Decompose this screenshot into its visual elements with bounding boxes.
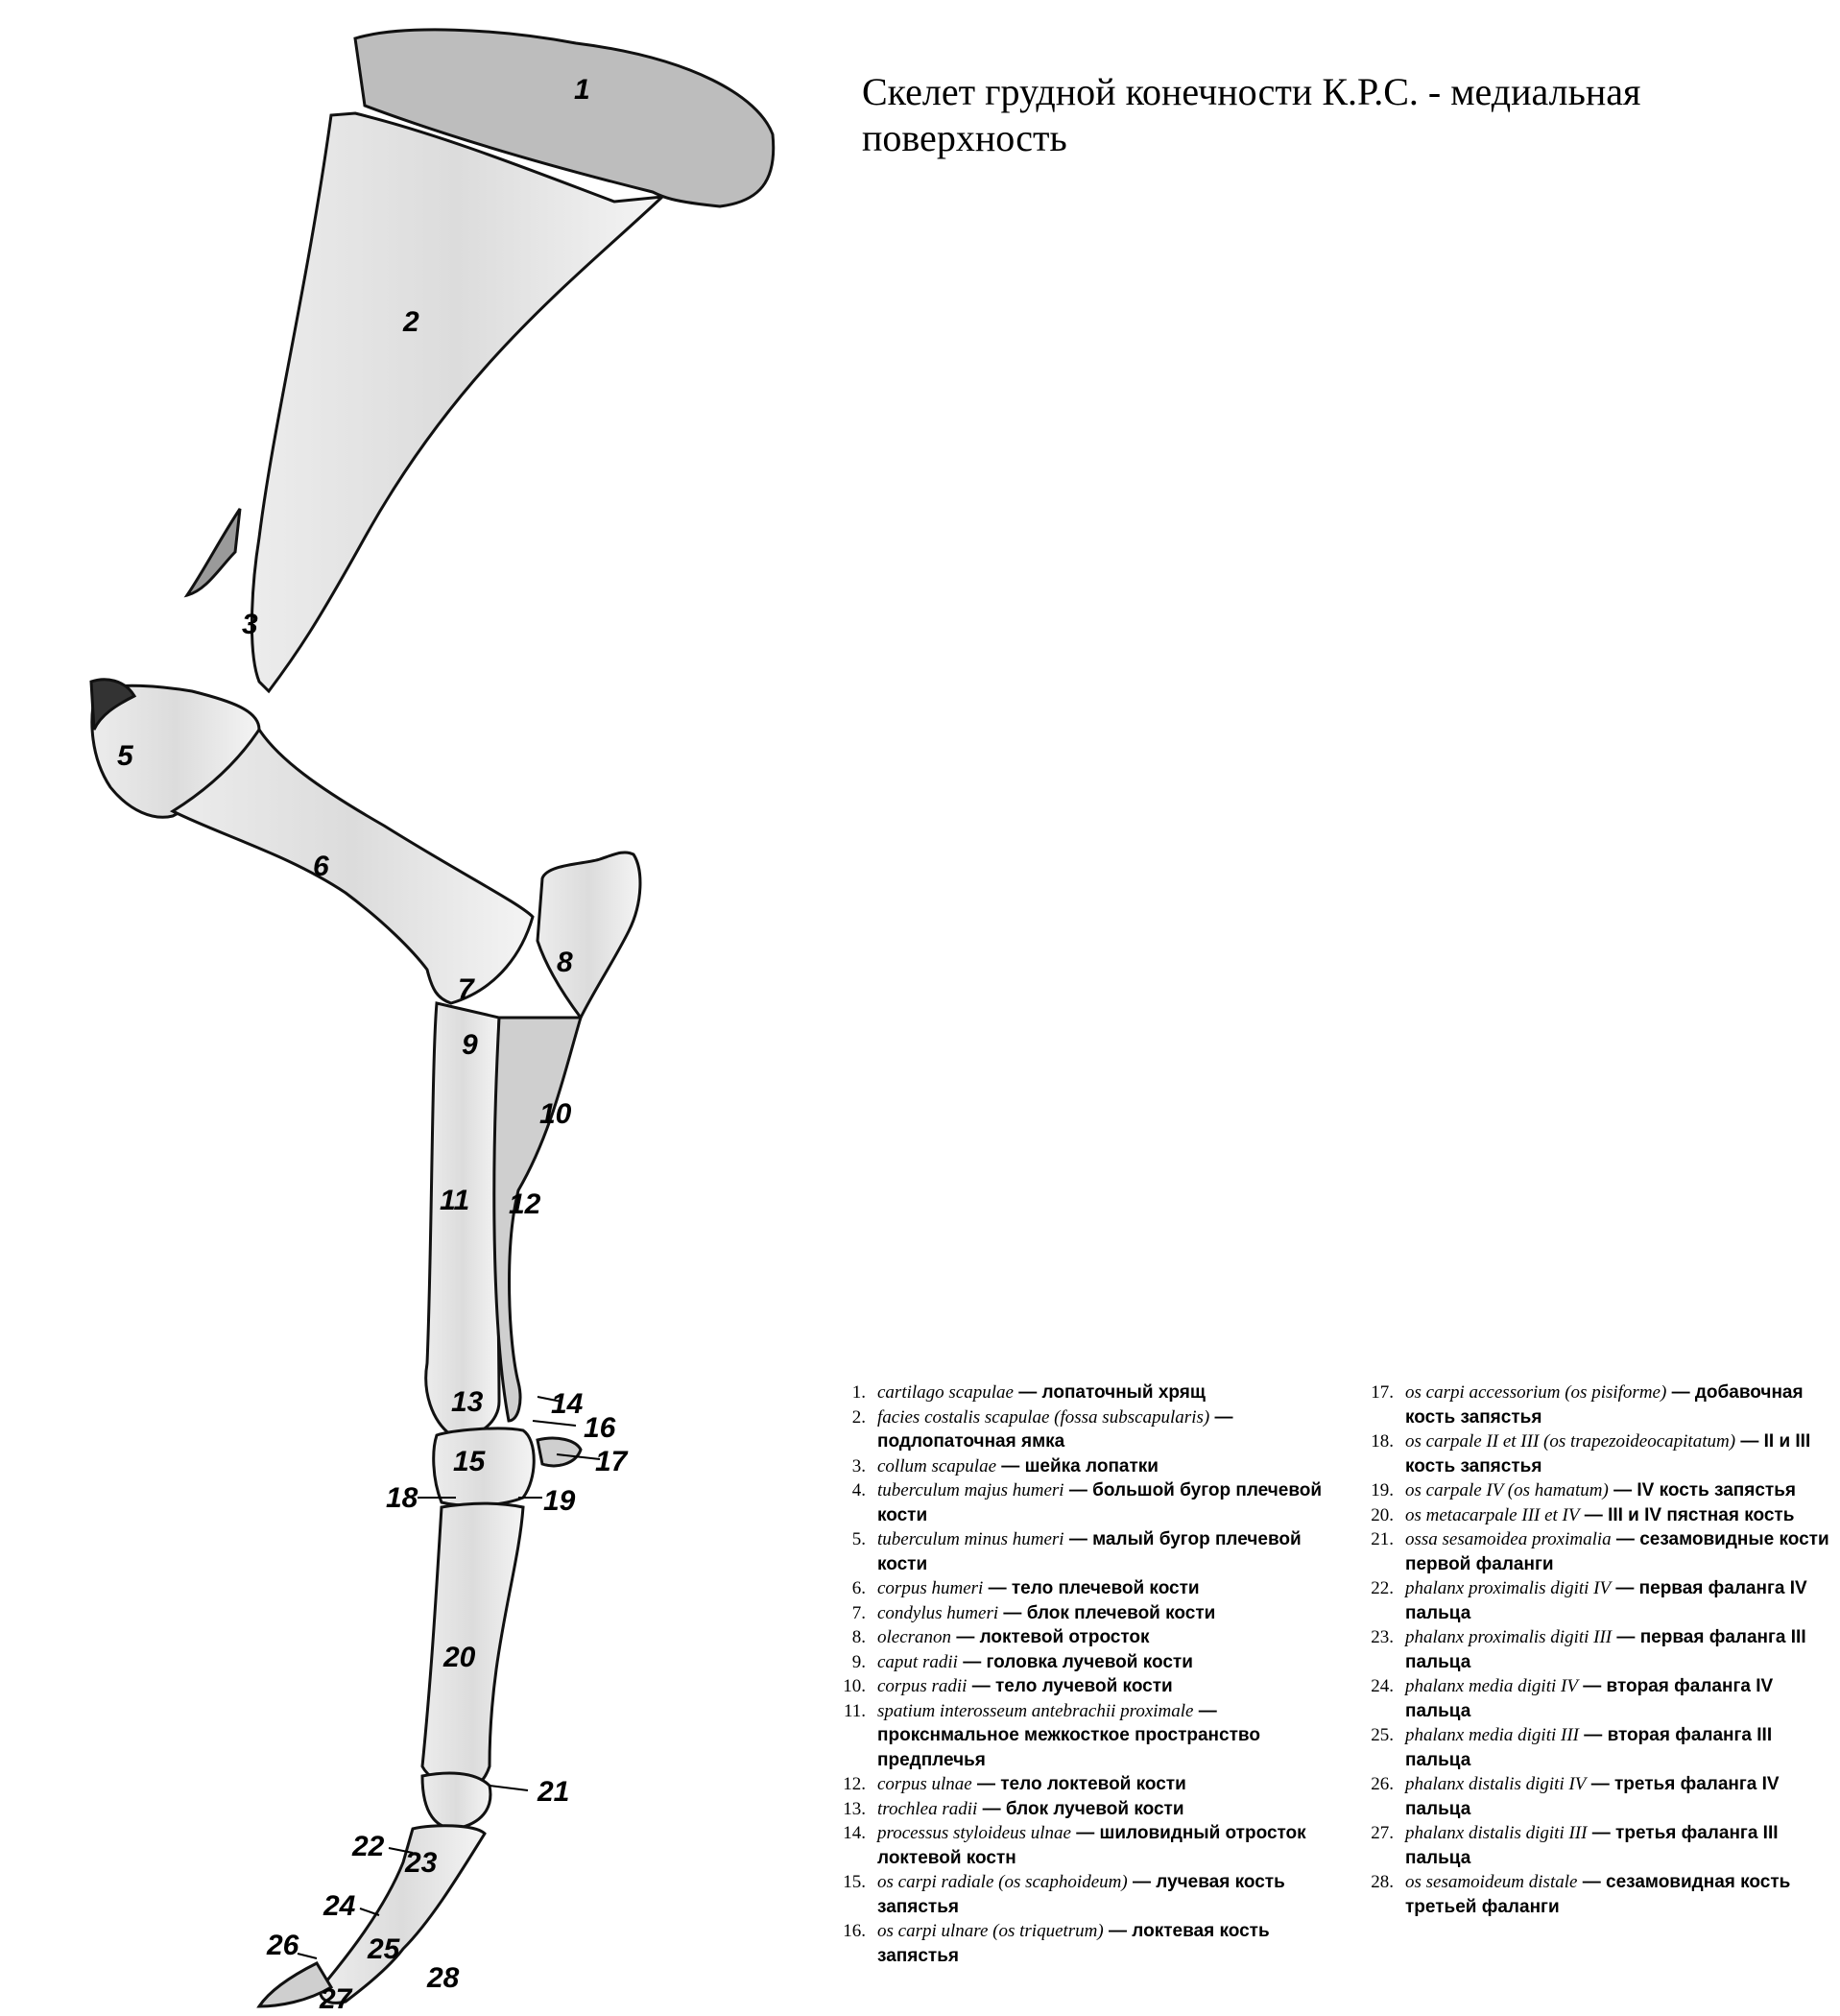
legend-russian-term: третья фаланга IV пальца [1405,1774,1780,1819]
legend-latin-term: condylus humeri [877,1602,999,1623]
legend-entry: 16. os carpi ulnare (os triquetrum) — локтевая кость запястья [827,1919,1326,1968]
legend-number: 8. [851,1627,866,1647]
callout-18: 18 [386,1482,418,1514]
legend-entry: 26. phalanx distalis digiti IV — третья фаланга IV пальца [1355,1772,1835,1821]
legend-latin-term: os sesamoideum distale [1405,1872,1578,1892]
legend-russian-term: малый бугор плечевой кости [877,1529,1302,1574]
callout-6: 6 [313,851,329,882]
legend-number: 17. [1371,1382,1394,1403]
legend-number: 7. [851,1602,866,1623]
legend-number: 28. [1371,1872,1394,1892]
legend-latin-term: olecranon [877,1627,952,1647]
legend-latin-term: corpus ulnae [877,1774,972,1794]
humerus [173,730,533,1003]
legend-latin-term: os carpi radiale (os scaphoideum) [877,1872,1128,1892]
legend-entry: 25. phalanx media digiti III — вторая фаланга III пальца [1355,1723,1835,1772]
legend-number: 21. [1371,1529,1394,1549]
fetlock [422,1773,490,1829]
legend-number: 15. [843,1872,866,1892]
callout-24: 24 [323,1890,356,1922]
legend-number: 18. [1371,1431,1394,1452]
callout-28: 28 [427,1962,460,1994]
legend-number: 12. [843,1774,866,1794]
legend-column-right [1355,1380,1835,1919]
legend-entry: 10. corpus radii — тело лучевой кости [827,1674,1326,1699]
legend-russian-term: II и III кость запястья [1405,1431,1811,1476]
callout-14: 14 [551,1388,584,1420]
legend-entry: 15. os carpi radiale (os scaphoideum) — лучевая кость запястья [827,1870,1326,1919]
legend-russian-term: блок лучевой кости [1005,1798,1184,1819]
accessory-carpal [538,1438,581,1466]
legend-entry: 2. facies costalis scapulae (fossa subscapularis) — подлопаточная ямка [827,1405,1326,1454]
legend-latin-term: phalanx media digiti IV [1405,1676,1578,1696]
scapular-spine [187,509,240,595]
legend-entry: 3. collum scapulae — шейка лопатки [827,1454,1326,1479]
legend-entry: 19. os carpale IV (os hamatum) — IV кость запястья [1355,1478,1835,1503]
legend-latin-term: os carpale II et III (os trapezoideocapitatum) [1405,1431,1736,1452]
legend-russian-term: вторая фаланга III пальца [1405,1725,1773,1770]
legend-russian-term: лучевая кость запястья [877,1872,1285,1917]
callout-1: 1 [574,74,590,106]
callout-19: 19 [543,1485,576,1517]
legend-entry: 7. condylus humeri — блок плечевой кости [827,1601,1326,1626]
legend-latin-term: spatium interosseum antebrachii proximale [877,1700,1194,1721]
legend-russian-term: III и IV пястная кость [1608,1504,1795,1525]
legend-russian-term: большой бугор плечевой кости [877,1480,1323,1525]
legend-entry: 22. phalanx proximalis digiti IV — первая фаланга IV пальца [1355,1576,1835,1625]
legend-russian-term: лопаточный хрящ [1041,1382,1206,1403]
callout-2: 2 [403,306,419,338]
callout-9: 9 [462,1029,478,1061]
legend-number: 13. [843,1798,866,1819]
legend-number: 20. [1371,1504,1394,1525]
legend-russian-term: тело локтевой кости [1000,1774,1186,1794]
radius [426,1003,499,1436]
legend-entry: 4. tuberculum majus humeri — большой бугор плечевой кости [827,1478,1326,1527]
callout-12: 12 [509,1188,541,1220]
legend-number: 5. [851,1529,866,1549]
legend-latin-term: trochlea radii [877,1798,978,1819]
legend-entry: 1. cartilago scapulae — лопаточный хрящ [827,1380,1326,1405]
legend-number: 27. [1371,1823,1394,1843]
legend-russian-term: локтевая кость запястья [877,1921,1270,1966]
legend-latin-term: phalanx proximalis digiti IV [1405,1578,1612,1598]
legend-latin-term: phalanx distalis digiti III [1405,1823,1588,1843]
callout-5: 5 [117,740,133,772]
legend-latin-term: facies costalis scapulae (fossa subscapularis) [877,1406,1210,1428]
legend-number: 1. [851,1382,866,1403]
legend-number: 6. [851,1578,866,1598]
legend-number: 24. [1371,1676,1394,1696]
legend-entry: 20. os metacarpale III et IV — III и IV пястная кость [1355,1503,1835,1528]
callout-26: 26 [267,1930,299,1961]
legend-latin-term: cartilago scapulae [877,1382,1014,1403]
callout-25: 25 [368,1933,400,1965]
legend-entry: 13. trochlea radii — блок лучевой кости [827,1797,1326,1822]
legend-latin-term: processus styloideus ulnae [877,1823,1071,1843]
legend-russian-term: шейка лопатки [1024,1455,1159,1476]
legend-number: 26. [1371,1774,1394,1794]
callout-10: 11 [440,1185,470,1216]
callout-3: 3 [242,609,258,640]
legend-latin-term: phalanx distalis digiti IV [1405,1774,1587,1794]
legend-entry: 6. corpus humeri — тело плечевой кости [827,1576,1326,1601]
legend-latin-term: os carpi accessorium (os pisiforme) [1405,1382,1667,1403]
legend-russian-term: первая фаланга III пальца [1405,1627,1806,1672]
legend-entry: 11. spatium interosseum antebrachii proximale — прокснмальное межкосткое пространство предплечья [827,1699,1326,1773]
legend-number: 19. [1371,1480,1394,1500]
legend-russian-term: третья фаланга III пальца [1405,1823,1779,1868]
legend-entry: 17. os carpi accessorium (os pisiforme) — добавочная кость запястья [1355,1380,1835,1429]
legend-entry: 12. corpus ulnae — тело локтевой кости [827,1772,1326,1797]
callout-11: 10 [539,1098,572,1130]
legend-latin-term: os metacarpale III et IV [1405,1504,1580,1525]
legend-latin-term: collum scapulae [877,1455,997,1476]
legend-latin-term: corpus radii [877,1676,968,1696]
legend-column-left [827,1380,1326,1968]
legend-latin-term: caput radii [877,1651,958,1672]
legend-latin-term: corpus humeri [877,1578,984,1598]
callout-27: 27 [320,1983,352,2015]
callout-23: 23 [405,1847,438,1879]
callout-13: 13 [451,1386,484,1418]
legend-latin-term: os carpi ulnare (os triquetrum) [877,1921,1104,1941]
legend-russian-term: тело плечевой кости [1011,1578,1200,1598]
callout-21: 21 [538,1776,570,1808]
legend-russian-term: тело лучевой кости [995,1676,1173,1696]
legend-russian-term: IV кость запястья [1637,1480,1796,1500]
legend-number: 11. [843,1700,866,1721]
legend-russian-term: сезамовидная кость третьей фаланги [1405,1872,1791,1917]
page-title: Скелет грудной конечности К.Р.С. - медиальная поверхность [862,70,1641,159]
legend-entry: 5. tuberculum minus humeri — малый бугор плечевой кости [827,1527,1326,1576]
legend-number: 23. [1371,1627,1394,1647]
legend-number: 10. [843,1676,866,1696]
callout-16: 16 [584,1412,616,1444]
legend-entry: 18. os carpale II et III (os trapezoideocapitatum) — II и III кость запястья [1355,1429,1835,1478]
legend-russian-term: прокснмальное межкосткое пространство предплечья [877,1725,1260,1770]
callout-20: 20 [443,1642,476,1673]
callout-7: 7 [458,973,474,1005]
legend-russian-term: головка лучевой кости [986,1651,1193,1672]
legend-russian-term: шиловидный отросток локтевой костн [877,1823,1306,1868]
legend-number: 9. [851,1651,866,1672]
legend-entry: 28. os sesamoideum distale — сезамовидная кость третьей фаланги [1355,1870,1835,1919]
legend-latin-term: phalanx proximalis digiti III [1405,1627,1613,1647]
legend-number: 14. [843,1823,866,1843]
legend-latin-term: ossa sesamoidea proximalia [1405,1529,1612,1549]
legend-russian-term: локтевой отросток [979,1627,1150,1647]
legend-russian-term: первая фаланга IV пальца [1405,1578,1807,1623]
legend-entry: 21. ossa sesamoidea proximalia — сезамовидные кости первой фаланги [1355,1527,1835,1576]
legend-number: 2. [851,1406,866,1428]
legend-latin-term: os carpale IV (os hamatum) [1405,1480,1609,1500]
legend-entry: 8. olecranon — локтевой отросток [827,1625,1326,1650]
callout-15: 15 [453,1446,486,1477]
scapula [251,113,662,691]
legend-number: 3. [851,1455,866,1476]
bones [91,30,774,2006]
callout-22: 22 [352,1831,385,1862]
legend-entry: 24. phalanx media digiti IV — вторая фаланга IV пальца [1355,1674,1835,1723]
legend-russian-term: добавочная кость запястья [1405,1382,1804,1428]
legend-entry: 14. processus styloideus ulnae — шиловидный отросток локтевой костн [827,1821,1326,1870]
legend-latin-term: phalanx media digiti III [1405,1725,1579,1745]
callout-17: 17 [595,1446,628,1477]
callout-8: 8 [557,947,573,978]
legend-number: 16. [843,1921,866,1941]
legend-number: 4. [851,1480,866,1500]
legend-entry: 9. caput radii — головка лучевой кости [827,1650,1326,1675]
olecranon [538,852,640,1018]
legend-russian-term: вторая фаланга IV пальца [1405,1676,1774,1721]
legend-entry: 27. phalanx distalis digiti III — третья фаланга III пальца [1355,1821,1835,1870]
legend-russian-term: блок плечевой кости [1026,1602,1216,1623]
legend-russian-term: подлопаточная ямка [877,1431,1065,1452]
legend-latin-term: tuberculum majus humeri [877,1480,1064,1500]
legend-entry: 23. phalanx proximalis digiti III — первая фаланга III пальца [1355,1625,1835,1674]
legend-russian-term: сезамовидные кости первой фаланги [1405,1529,1829,1574]
legend-number: 25. [1371,1725,1394,1745]
legend-number: 22. [1371,1578,1394,1598]
legend-latin-term: tuberculum minus humeri [877,1529,1064,1549]
